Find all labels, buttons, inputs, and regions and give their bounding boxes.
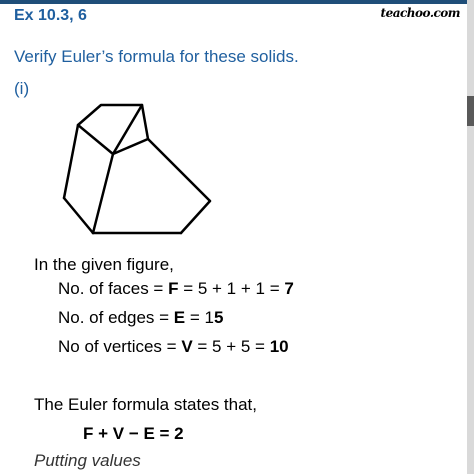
vertices-label: No of vertices = xyxy=(58,337,182,356)
brand-logo: teachoo.com xyxy=(380,6,460,20)
edges-expr: = 1 xyxy=(185,308,214,327)
faces-line xyxy=(58,279,294,299)
top-face-edge xyxy=(142,105,148,139)
vertices-var: V xyxy=(181,337,193,356)
faces-result: 7 xyxy=(284,279,294,298)
putting-values-line: Putting values xyxy=(34,451,141,470)
bottom-edge xyxy=(181,201,210,233)
scrollbar-track[interactable] xyxy=(467,0,474,474)
edges-line xyxy=(58,308,223,328)
lateral-edge xyxy=(64,125,78,198)
pentagonal-frustum-figure xyxy=(60,95,220,245)
question-text: Verify Euler’s formula for these solids. xyxy=(14,47,299,66)
top-rule xyxy=(0,0,474,4)
vertices-line xyxy=(58,337,289,357)
euler-intro-line: The Euler formula states that, xyxy=(34,395,257,414)
lateral-edge xyxy=(148,139,210,201)
vertices-expr: = 5 + 5 = xyxy=(192,337,270,356)
bottom-edge xyxy=(64,198,93,233)
faces-var: F xyxy=(168,279,179,298)
intro-line: In the given figure, xyxy=(34,255,174,274)
scrollbar-thumb[interactable] xyxy=(467,96,474,126)
exercise-title: Ex 10.3, 6 xyxy=(14,7,87,24)
part-label: (i) xyxy=(14,79,30,98)
vertices-result: 10 xyxy=(269,337,289,356)
edges-result: 5 xyxy=(213,308,224,327)
faces-label: No. of faces = xyxy=(58,279,169,298)
lateral-edge xyxy=(93,154,113,233)
edges-var: E xyxy=(173,308,186,327)
faces-expr: = 5 + 1 + 1 = xyxy=(178,279,285,298)
edges-label: No. of edges = xyxy=(58,308,174,327)
euler-formula: F + V − E = 2 xyxy=(83,424,184,443)
